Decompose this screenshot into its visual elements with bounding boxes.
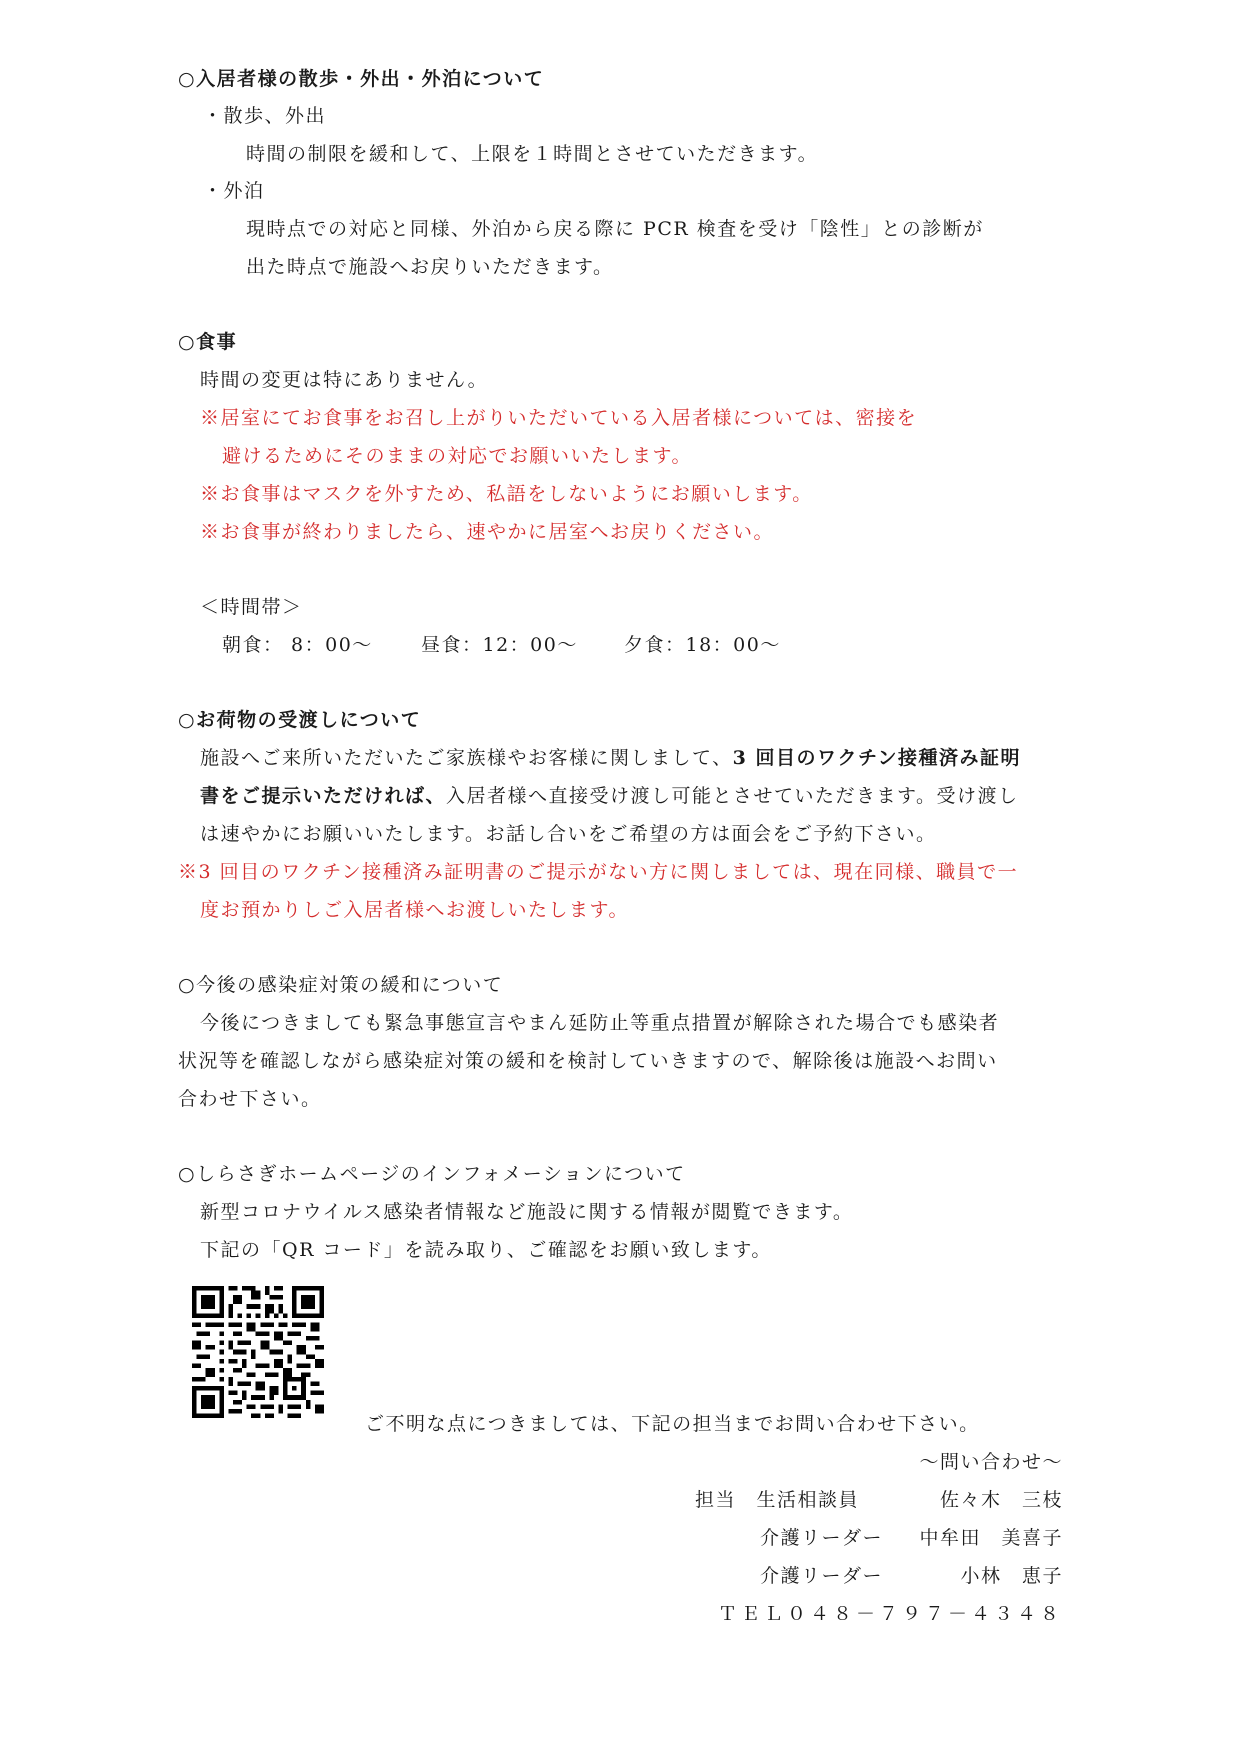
dinner-time: 夕食：18：00～ [624, 634, 781, 656]
contact-title: ～問い合わせ～ [919, 1451, 1063, 1473]
meal-body: 時間の変更は特にありません。 [200, 369, 489, 391]
parcel-heading: ○お荷物の受渡しについて [178, 709, 422, 731]
future-line-2: 状況等を確認しながら感染症対策の緩和を検討していきますので、解除後は施設へお問い [178, 1050, 998, 1072]
meal-note-1b: 避けるためにそのままの対応でお願いいたします。 [222, 445, 692, 467]
web-heading: ○しらさぎホームページのインフォメーションについて [178, 1163, 686, 1185]
contact-person-1-name: 佐々木 三枝 [939, 1489, 1063, 1511]
meal-time-header: ＜時間帯＞ [200, 596, 303, 618]
breakfast-time: 朝食： 8：00～ [222, 634, 373, 656]
parcel-note-a: ※3 回目のワクチン接種済み証明書のご提示がない方に関しましては、現在同様、職員で一 [178, 861, 1019, 883]
parcel-line-1 [200, 745, 1021, 771]
meal-note-3: ※お食事が終わりましたら、速やかに居室へお戻りください。 [200, 521, 775, 543]
walk-body: 時間の制限を緩和して、上限を１時間とさせていただきます。 [246, 143, 819, 165]
meal-heading: ○食事 [178, 331, 238, 353]
web-line-1: 新型コロナウイルス感染者情報など施設に関する情報が閲覧できます。 [200, 1201, 854, 1223]
outing-heading: ○入居者様の散歩・外出・外泊について [178, 68, 545, 90]
contact-person-3-role: 介護リーダー [760, 1565, 884, 1587]
parcel-line-2 [200, 783, 1019, 809]
contact-lead: ご不明な点につきましては、下記の担当までお問い合わせ下さい。 [365, 1413, 980, 1435]
stay-body-2: 出た時点で施設へお戻りいただきます。 [246, 256, 614, 278]
contact-person-2-name: 中牟田 美喜子 [919, 1527, 1063, 1549]
contact-person-2-role: 介護リーダー [760, 1527, 884, 1549]
contact-person-3-name: 小林 恵子 [960, 1565, 1063, 1587]
web-line-2: 下記の「QR コード」を読み取り、ご確認をお願い致します。 [200, 1239, 772, 1261]
meal-note-1a: ※居室にてお食事をお召し上がりいただいている入居者様については、密接を [200, 407, 918, 429]
meal-note-2: ※お食事はマスクを外すため、私語をしないようにお願いします。 [200, 483, 813, 505]
future-line-1: 今後につきましても緊急事態宣言やまん延防止等重点措置が解除された場合でも感染者 [200, 1012, 1000, 1034]
parcel-line-1-text: 施設へご来所いただいたご家族様やお客様に関しまして、 [200, 747, 733, 769]
stay-body-1: 現時点での対応と同様、外泊から戻る際に PCR 検査を受け「陰性」との診断が [246, 218, 984, 240]
parcel-line-3: は速やかにお願いいたします。お話し合いをご希望の方は面会をご予約下さい。 [200, 823, 937, 845]
qr-code-icon[interactable] [192, 1286, 324, 1418]
lunch-time: 昼食：12：00～ [421, 634, 578, 656]
stay-title: ・外泊 [203, 180, 265, 202]
contact-person-1-label: 担当 生活相談員 [695, 1489, 860, 1511]
parcel-line-1-bold: 3 回目のワクチン接種済み証明 [732, 747, 1022, 769]
parcel-line-2-text: 入居者様へ直接受け渡し可能とさせていただきます。受け渡し [446, 785, 1019, 807]
parcel-line-2-bold: 書をご提示いただければ、 [200, 785, 447, 807]
parcel-note-b: 度お預かりしご入居者様へお渡しいたします。 [200, 899, 629, 921]
future-line-3: 合わせ下さい。 [178, 1088, 322, 1110]
future-heading: ○今後の感染症対策の緩和について [178, 974, 504, 996]
contact-tel[interactable]: ＴＥＬ０４８－７９７－４３４８ [717, 1603, 1063, 1625]
walk-title: ・散歩、外出 [203, 105, 327, 127]
